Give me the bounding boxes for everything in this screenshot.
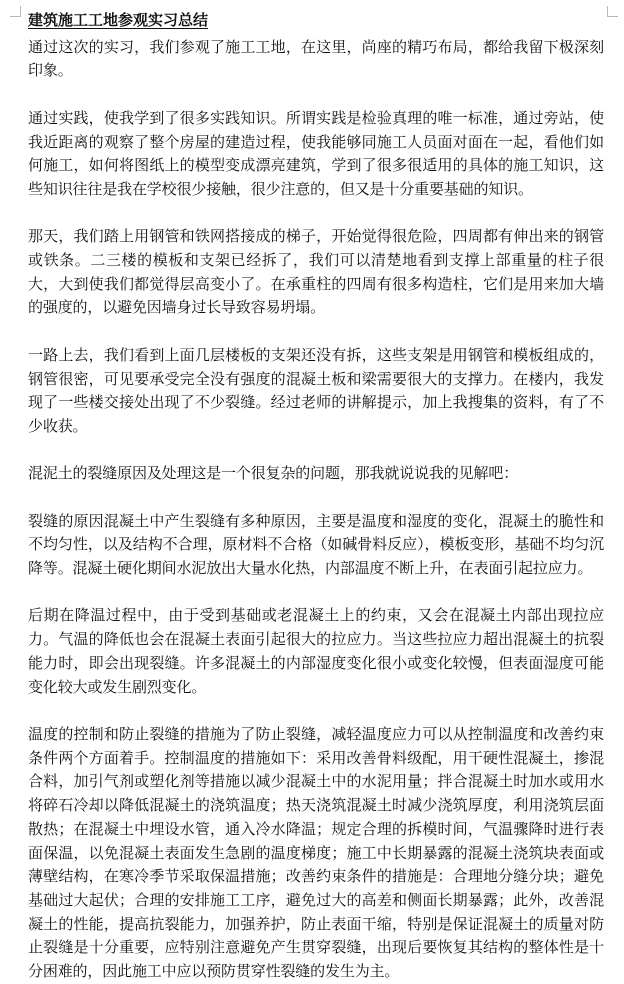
paragraph-cooling-stress: 后期在降温过程中，由于受到基础或老混凝土上的约束，又会在混凝土内部出现拉应力。气温的降低也会在混凝土表面引起很大的拉应力。当这些拉应力超出混凝土的抗裂能力时，即会出现裂缝。许多混凝土的内部湿度变化很小或变化较慢，但表面湿度可能变化较大或发生剧烈变化。 [28, 606, 604, 696]
page-corner-mark [607, 6, 618, 17]
paragraph-ladder: 那天，我们踏上用钢管和铁网搭接成的梯子，开始觉得很危险，四周都有伸出来的钢管或铁条。二三楼的模板和支架已经拆了，我们可以清楚地看到支撑上部重量的柱子很大，大到使我们都觉得层高变小了。在承重柱的四周有很多构造柱，它们是用来加大墙的强度的，以避免因墙身过长导致容易坍塌。 [28, 227, 604, 317]
paragraph-crack-causes: 裂缝的原因混凝土中产生裂缝有多种原因，主要是温度和湿度的变化，混凝土的脆性和不均匀性，以及结构不合理，原材料不合格（如碱骨料反应），模板变形，基础不均匀沉降等。混凝土硬化期间水泥放出大量水化热，内部温度不断上升，在表面引起拉应力。 [28, 511, 604, 578]
document-title: 建筑施工工地参观实习总结 [28, 11, 209, 29]
paragraph-crack-topic: 混泥土的裂缝原因及处理这是一个很复杂的问题，那我就说说我的见解吧： [28, 464, 519, 483]
paragraph-practice: 通过实践，使我学到了很多实践知识。所谓实践是检验真理的唯一标准，通过旁站，使我近距离的观察了整个房屋的建造过程，使我能够同施工人员面对面在一起，看他们如何施工，如何将图纸上的模型变成漂亮建筑，学到了很多很适用的具体的施工知识，这些知识往往是我在学校很少接触，很少注意的，但又是十分重要基础的知识。 [28, 108, 604, 198]
paragraph-upper-floors: 一路上去，我们看到上面几层楼板的支架还没有拆，这些支架是用钢管和模板组成的，钢管很密，可见要承受完全没有强度的混凝土板和梁需要很大的支撑力。在楼内，我发现了一些楼交接处出现了不少裂缝。经过老师的讲解提示，加上我搜集的资料，有了不少收获。 [28, 345, 604, 435]
paragraph-temperature-control: 温度的控制和防止裂缝的措施为了防止裂缝，减轻温度应力可以从控制温度和改善约束条件两个方面着手。控制温度的措施如下：采用改善骨料级配，用干硬性混凝土，掺混合料，加引气剂或塑化剂等措施以减少混凝土中的水泥用量；拌合混凝土时加水或用水将碎石冷却以降低混凝土的浇筑温度；热天浇筑混凝土时减少浇筑厚度，利用浇筑层面散热；在混凝土中埋设水管，通入冷水降温；规定合理的拆模时间，气温骤降时进行表面保温，以免混凝土表面发生急剧的温度梯度；施工中长期暴露的混凝土浇筑块表面或薄壁结构，在寒冷季节采取保温措施；改善约束条件的措施是：合理地分缝分块；避免基础过大起伏；合理的安排施工工序，避免过大的高差和侧面长期暴露；此外，改善混凝土的性能，提高抗裂能力，加强养护，防止表面干缩，特别是保证混凝土的质量对防止裂缝是十分重要，应特别注意避免产生贯穿裂缝，出现后要恢复其结构的整体性是十分困难的，因此施工中应以预防贯穿性裂缝的发生为主。 [28, 724, 604, 981]
page-corner-mark [10, 6, 21, 17]
paragraph-intro: 通过这次的实习，我们参观了施工工地，在这里，尚座的精巧布局，都给我留下极深刻印象。 [28, 37, 604, 80]
